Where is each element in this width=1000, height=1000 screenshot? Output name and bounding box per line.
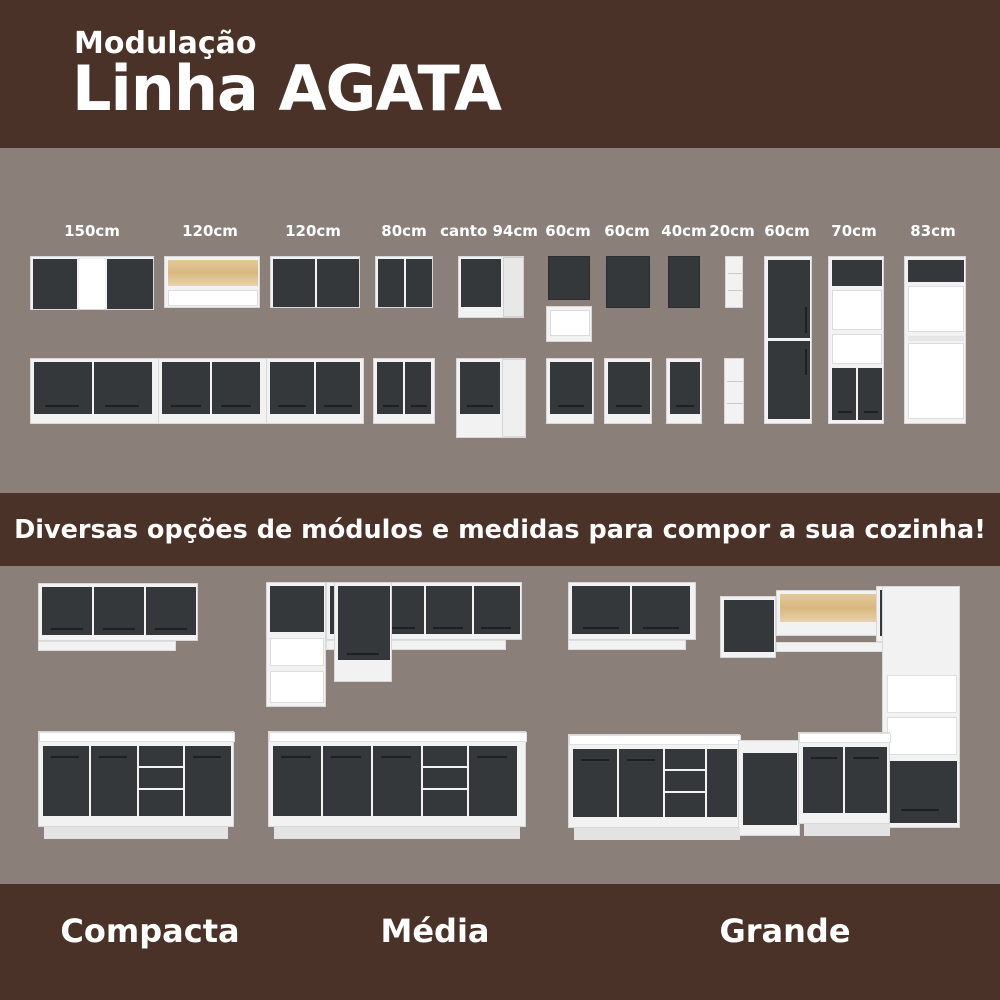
handle [853, 757, 879, 759]
handle [901, 809, 939, 811]
open-niche [79, 259, 105, 309]
drawer [665, 793, 705, 817]
oven-tower-cabinet [828, 256, 884, 424]
module-label: 120cm [285, 222, 341, 240]
upper-corner-cabinet [458, 256, 524, 318]
handle [477, 756, 507, 758]
handle [51, 756, 79, 758]
handle [583, 627, 619, 629]
module-40cm[interactable] [656, 222, 712, 482]
lower-run-left [568, 734, 740, 828]
handle [383, 405, 399, 407]
upper-corner [720, 596, 776, 658]
handle [155, 628, 187, 630]
drawer [423, 790, 467, 816]
door-right [406, 259, 432, 307]
module-label: canto 94cm [440, 222, 538, 240]
lower-cabinet [546, 358, 594, 424]
tagline-section [0, 493, 1000, 566]
handle [805, 349, 807, 375]
door-lower [768, 341, 810, 419]
door-left [273, 259, 315, 307]
lower-run [268, 731, 526, 827]
upper-run-shelf [568, 640, 686, 650]
header-subtitle: Modulação [74, 26, 257, 61]
handle [411, 405, 427, 407]
shelf-divider [727, 381, 743, 382]
upper-run-shelf [38, 641, 176, 651]
open-shelf [887, 675, 957, 713]
toe-kick [274, 827, 520, 839]
footer-banner [0, 884, 1000, 1000]
open-shelf [887, 717, 957, 755]
wood-panel [780, 594, 886, 622]
module-label: 83cm [910, 222, 956, 240]
drawer [139, 746, 183, 766]
lower-cabinet [666, 358, 702, 424]
shelf-divider [908, 336, 964, 341]
tagline-text: Diversas opções de módulos e medidas para compor a sua cozinha! [14, 514, 986, 545]
handle [221, 405, 251, 407]
handle [676, 405, 694, 407]
handle [347, 653, 379, 655]
handle [838, 411, 852, 413]
open-shelf [832, 334, 882, 364]
header-banner [0, 0, 1000, 148]
module-label: 60cm [604, 222, 650, 240]
tall-pantry-cabinet [764, 256, 812, 424]
open-niche [546, 306, 592, 342]
upper-cabinet [375, 256, 433, 308]
module-60cm-pantry[interactable] [756, 222, 818, 482]
toe-kick [804, 824, 890, 836]
handle [105, 405, 139, 407]
niche-interior [550, 310, 590, 336]
tall-column-right [882, 586, 960, 828]
module-label: 120cm [182, 222, 238, 240]
upper-cabinet-wood [164, 256, 260, 308]
handle [864, 411, 878, 413]
module-80cm[interactable] [368, 222, 440, 482]
handle [99, 756, 127, 758]
handle [467, 405, 493, 407]
upper-tall-left [266, 582, 326, 707]
drawer [423, 768, 467, 788]
modules-section [0, 148, 1000, 493]
handle [811, 757, 837, 759]
handle [51, 628, 83, 630]
countertop [39, 732, 235, 742]
upper-cabinet [30, 256, 154, 310]
drawer [423, 746, 467, 766]
module-label: 40cm [661, 222, 707, 240]
lower-cabinet [30, 358, 162, 424]
lower-cabinet [373, 358, 435, 424]
kitchen-media[interactable] [258, 566, 548, 866]
module-label: 70cm [831, 222, 877, 240]
side-panel [503, 257, 524, 317]
open-shelf [270, 671, 324, 703]
upper-cabinet [606, 256, 650, 308]
handle [278, 405, 306, 407]
upper-tall-center [334, 582, 392, 682]
door-left [33, 259, 77, 309]
wood-panel [168, 260, 258, 286]
handle [331, 756, 361, 758]
kitchen-name-compacta: Compacta [60, 912, 240, 950]
module-60cm-b[interactable] [598, 222, 656, 482]
door-upper [768, 260, 810, 338]
shelf-divider [728, 273, 742, 274]
open-shelf [168, 290, 258, 306]
countertop [799, 733, 891, 743]
upper-cabinet [270, 256, 360, 308]
door-right [107, 259, 153, 309]
toe-kick [44, 827, 228, 839]
upper-cabinet [668, 256, 700, 308]
module-label: 80cm [381, 222, 427, 240]
module-120cm-glass[interactable] [150, 222, 270, 482]
kitchen-name-grande: Grande [719, 912, 851, 950]
toe-kick [574, 828, 740, 840]
lower-corner-cabinet [456, 358, 526, 438]
door [707, 749, 737, 817]
upper-run-left [568, 582, 696, 640]
door-top [832, 260, 882, 286]
upper-run [38, 583, 198, 641]
handle [193, 756, 221, 758]
door [338, 586, 390, 660]
drawer [665, 749, 705, 769]
appliance-niche-upper [908, 286, 964, 332]
countertop [569, 735, 741, 745]
handle [805, 307, 807, 333]
lower-run [38, 731, 234, 827]
door [270, 586, 324, 632]
handle [643, 627, 679, 629]
door-left [378, 259, 404, 307]
handle [281, 756, 311, 758]
shelf-divider [727, 403, 743, 404]
handle [171, 405, 201, 407]
door [743, 753, 797, 825]
door [724, 600, 774, 652]
module-120cm[interactable] [258, 222, 368, 482]
lower-run-right [798, 732, 890, 824]
handle [481, 627, 511, 629]
upper-cabinet [548, 256, 590, 300]
module-label: 60cm [764, 222, 810, 240]
module-83cm[interactable] [890, 222, 976, 482]
door-top [908, 260, 964, 282]
drawer [139, 768, 183, 788]
upper-run-glass [776, 590, 888, 636]
module-150cm[interactable] [22, 222, 162, 482]
upper-shelf-unit [725, 256, 743, 308]
countertop [269, 732, 527, 742]
open-shelf [270, 638, 324, 666]
lower-shelf-unit [724, 358, 744, 424]
handle [581, 759, 609, 761]
module-70cm-oven-tower[interactable] [818, 222, 890, 482]
lower-cabinet [604, 358, 652, 424]
door-right [317, 259, 359, 307]
kitchen-grande[interactable] [560, 566, 970, 866]
handle [324, 405, 352, 407]
appliance-niche [832, 290, 882, 330]
lower-corner [738, 740, 800, 836]
handle [558, 405, 584, 407]
kitchen-name-media: Média [380, 912, 490, 950]
handle [616, 405, 642, 407]
kitchens-section [0, 566, 1000, 884]
module-label: 150cm [64, 222, 120, 240]
door [461, 259, 501, 307]
module-20cm[interactable] [708, 222, 756, 482]
side-panel [502, 359, 526, 437]
handle [381, 756, 411, 758]
tall-appliance-cabinet [904, 256, 966, 424]
module-canto-94cm[interactable] [440, 222, 538, 482]
shelf-divider [728, 290, 742, 291]
kitchen-compacta[interactable] [20, 566, 240, 866]
lower-cabinet [266, 358, 364, 424]
module-60cm-a[interactable] [538, 222, 598, 482]
page-title: Linha AGATA [72, 52, 501, 125]
drawer [665, 771, 705, 791]
handle [103, 628, 135, 630]
door [887, 761, 957, 823]
lower-cabinet [158, 358, 268, 424]
module-label: 60cm [545, 222, 591, 240]
appliance-niche-lower [908, 343, 964, 419]
handle [627, 759, 655, 761]
drawer [139, 790, 183, 816]
handle [433, 627, 463, 629]
module-label: 20cm [709, 222, 755, 240]
handle [45, 405, 79, 407]
